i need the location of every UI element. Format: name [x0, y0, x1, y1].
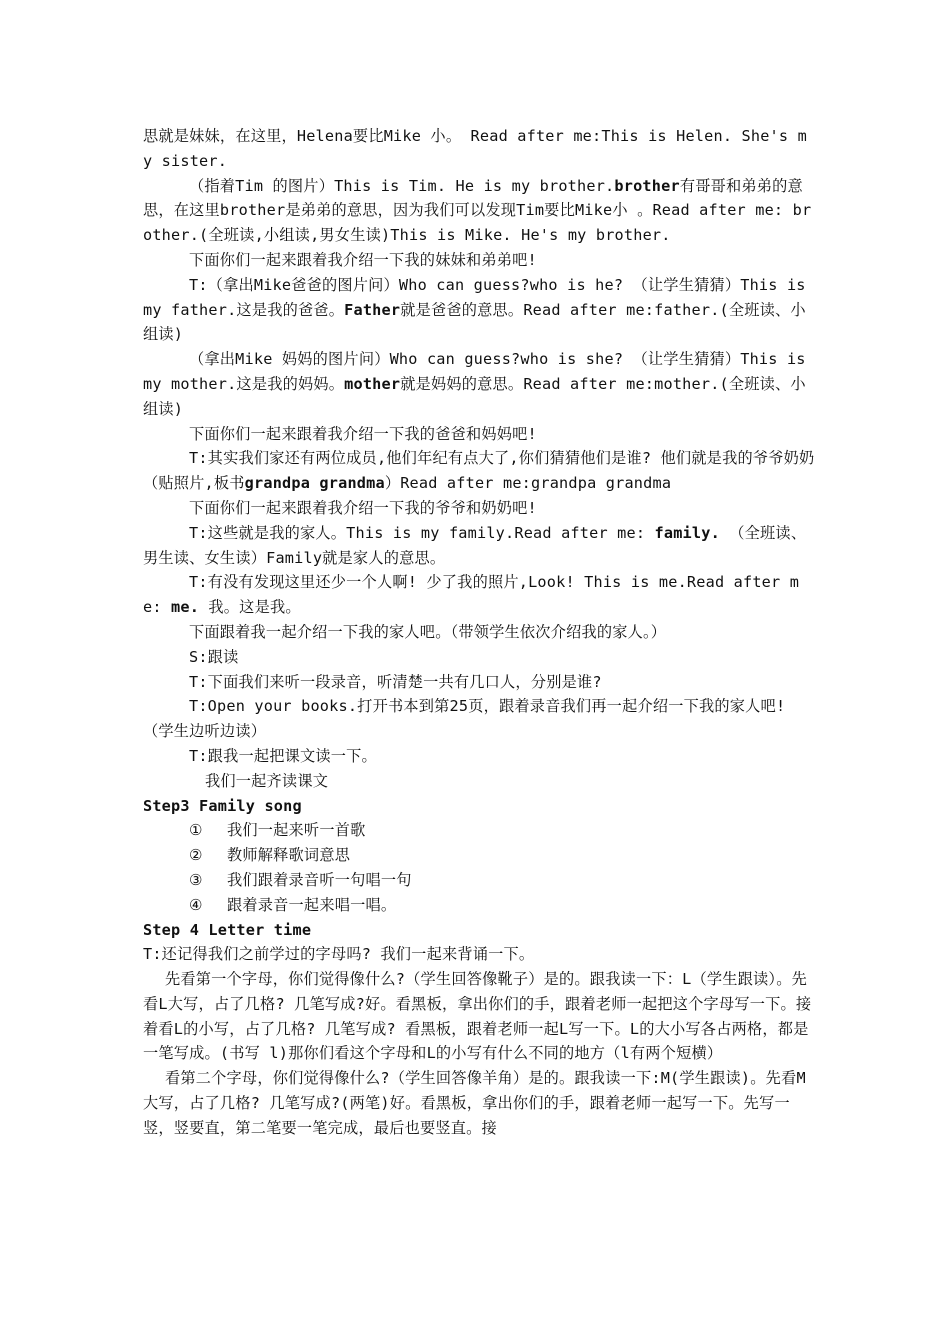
bold-term: mother: [344, 374, 401, 393]
body-paragraph: [143, 620, 815, 645]
text-run: 我们一起来听一首歌: [227, 821, 366, 840]
bold-term: me.: [171, 598, 200, 617]
body-paragraph: [143, 422, 815, 447]
text-run: T:其实我们家还有两位成员,他们年纪有点大了,你们猜猜他们是谁? 他们就是我的爷爷奶奶（贴照片,板书: [143, 449, 815, 493]
text-run: 教师解释歌词意思: [227, 846, 351, 865]
text-run: 有哥哥和弟弟的意思，在这里brother是弟弟的意思，因为我们可以发现Tim要比Mike小 。Read after me: brother.(全班读,小组读,男女生读)This is Mike. He's my brother.: [143, 176, 812, 245]
text-run: 我们跟着录音听一句唱一句: [227, 870, 412, 889]
text-run: S:跟读: [189, 647, 239, 666]
body-paragraph: [143, 496, 815, 521]
text-run: （指着Tim 的图片）This is Tim. He is my brother.: [189, 176, 615, 195]
list-item: [143, 893, 815, 918]
text-run: ）Read after me:grandpa grandma: [384, 474, 672, 493]
text-run: T:Open your books.打开书本到第25页，跟着录音我们再一起介绍一下我的家人吧!（学生边听边读）: [143, 697, 786, 741]
text-run: T:还记得我们之前学过的字母吗? 我们一起来背诵一下。: [143, 945, 535, 964]
bold-term: grandpa grandma: [244, 474, 385, 493]
text-run: T:跟我一起把课文读一下。: [189, 746, 377, 765]
text-run: 我。这是我。: [199, 598, 301, 617]
body-paragraph: [143, 521, 815, 571]
section-heading: [143, 794, 815, 819]
text-run: 先看第一个字母，你们觉得像什么?（学生回答像靴子）是的。跟我读一下：L（学生跟读）。先看L大写，占了几格? 几笔写成?好。看黑板，拿出你们的手，跟着老师一起把这个字母写一下。接着看L的小写，占了几格? 几笔写成? 看黑板，跟着老师一起L写一下。L的大小写各占两格，都是一笔写成。(书写 l)那你们看这个字母和L的小写有什么不同的地方（l有两个短横）: [143, 970, 812, 1063]
text-run: 我们一起齐读课文: [205, 771, 329, 790]
body-paragraph: [143, 744, 815, 769]
body-paragraph: [143, 273, 815, 347]
body-paragraph: [143, 694, 815, 744]
text-run: 就是爸爸的意思。Read after me:father.(全班读、小组读): [143, 300, 806, 344]
body-paragraph: [143, 124, 815, 174]
text-run: Step 4 Letter time: [143, 920, 312, 939]
body-paragraph: [143, 769, 815, 794]
body-paragraph: [143, 967, 815, 1066]
text-run: T:有没有发现这里还少一个人啊! 少了我的照片,Look! This is me.Read after me:: [143, 573, 800, 617]
list-number: ④: [189, 895, 203, 914]
bold-term: Father: [344, 300, 401, 319]
text-run: 就是妈妈的意思。Read after me:mother.(全班读、小组读): [143, 374, 806, 418]
text-run: 跟着录音一起来唱一唱。: [227, 895, 397, 914]
text-run: 看第二个字母，你们觉得像什么?（学生回答像羊角）是的。跟我读一下:M(学生跟读)。先看M大写，占了几格? 几笔写成?(两笔)好。看黑板，拿出你们的手，跟着老师一起写一下。先写一竖，竖要直，第二笔要一笔完成，最后也要竖直。接: [143, 1069, 806, 1137]
text-run: （全班读、男生读、女生读）Family就是家人的意思。: [143, 523, 807, 567]
text-run: 思就是妹妹，在这里，Helena要比Mike 小。 Read after me:This is Helen. She's my sister.: [143, 127, 807, 170]
text-run: 下面你们一起来跟着我介绍一下我的爷爷和奶奶吧!: [189, 498, 537, 517]
text-run: （拿出Mike 妈妈的图片问）Who can guess?who is she? （让学生猜猜）This is my mother.这是我的妈妈。: [143, 350, 806, 393]
list-number: ③: [189, 870, 203, 889]
body-paragraph: [143, 174, 815, 248]
bold-term: brother: [614, 176, 680, 195]
document-page: [143, 124, 815, 1141]
text-run: T:这些就是我的家人。This is my family.Read after me:: [189, 523, 655, 542]
body-paragraph: [143, 347, 815, 421]
list-item: [143, 843, 815, 868]
text-run: 下面你们一起来跟着我介绍一下我的爸爸和妈妈吧!: [189, 424, 537, 443]
list-number: ②: [189, 846, 203, 865]
list-item: [143, 868, 815, 893]
body-paragraph: [143, 670, 815, 695]
body-paragraph: [143, 248, 815, 273]
body-paragraph: [143, 942, 815, 967]
text-run: 下面跟着我一起介绍一下我的家人吧。（带领学生依次介绍我的家人。）: [189, 622, 667, 641]
body-paragraph: [143, 645, 815, 670]
section-heading: [143, 918, 815, 943]
text-run: Step3 Family song: [143, 796, 302, 815]
text-run: 下面你们一起来跟着我介绍一下我的妹妹和弟弟吧!: [189, 250, 537, 269]
body-paragraph: [143, 446, 815, 496]
body-paragraph: [143, 570, 815, 620]
text-run: T:（拿出Mike爸爸的图片问）Who can guess?who is he? （让学生猜猜）This is my father.这是我的爸爸。: [143, 275, 806, 319]
body-paragraph: [143, 1066, 815, 1140]
list-number: ①: [189, 821, 203, 840]
bold-term: family.: [654, 523, 720, 542]
list-item: [143, 818, 815, 843]
text-run: T:下面我们来听一段录音，听清楚一共有几口人，分别是谁?: [189, 672, 602, 691]
